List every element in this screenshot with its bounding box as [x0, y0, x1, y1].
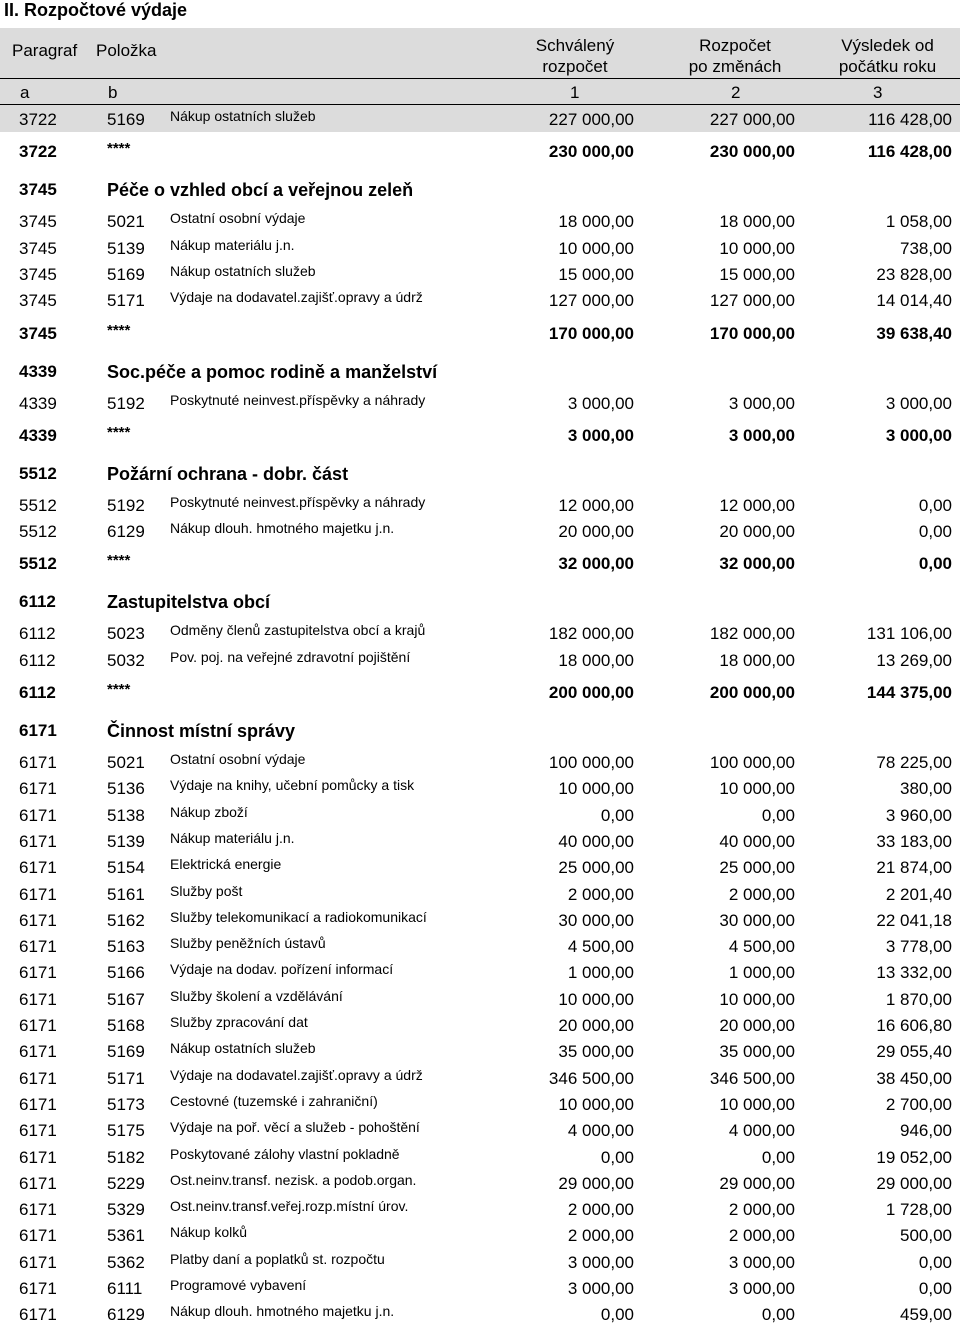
po-zmenach-cell: 3 000,00: [728, 425, 795, 445]
polozka-cell: 5021: [107, 212, 145, 232]
vysledek-cell: 13 269,00: [876, 650, 952, 670]
description-cell: Výdaje na knihy, učební pomůcky a tisk: [170, 777, 415, 794]
table-row: [0, 858, 960, 884]
polozka-cell: 5175: [107, 1121, 145, 1141]
po-zmenach-cell: 29 000,00: [719, 1173, 795, 1193]
paragraf-cell: 6171: [19, 937, 57, 957]
po-zmenach-cell: 182 000,00: [709, 624, 795, 644]
po-zmenach-cell: 18 000,00: [719, 212, 795, 232]
schvaleny-cell: 20 000,00: [558, 1016, 634, 1035]
polozka-cell: 5169: [107, 264, 145, 284]
polozka-cell: 5136: [107, 779, 145, 799]
table-row: [0, 803, 960, 832]
paragraf-cell: 6171: [19, 1173, 57, 1193]
po-zmenach-cell: 2 000,00: [728, 1226, 795, 1246]
table-row: [0, 1200, 960, 1226]
po-zmenach-cell: 1 000,00: [728, 963, 795, 983]
schvaleny-cell: 12 000,00: [558, 495, 634, 515]
paragraf-cell: 3722: [19, 142, 57, 162]
polozka-cell: 5162: [107, 910, 145, 930]
vysledek-cell: 116 428,00: [868, 110, 952, 129]
paragraf-cell: 6112: [19, 592, 56, 612]
polozka-cell: ****: [107, 140, 131, 158]
vysledek-cell: 33 183,00: [876, 831, 952, 851]
description-cell: Nákup ostatních služeb: [170, 1040, 316, 1057]
vysledek-cell: 78 225,00: [876, 753, 952, 772]
paragraf-cell: 6171: [19, 1305, 57, 1325]
vysledek-cell: 3 000,00: [885, 393, 952, 413]
header-sub-a: a: [20, 83, 30, 102]
paragraf-cell: 6171: [19, 910, 57, 930]
paragraf-cell: 4339: [19, 425, 57, 445]
header-sub-3: 3: [873, 83, 883, 102]
polozka-cell: 5362: [107, 1252, 145, 1272]
table-row: [0, 624, 960, 650]
schvaleny-cell: 346 500,00: [548, 1068, 634, 1088]
paragraf-cell: 3745: [19, 291, 57, 311]
header-sub-1: 1: [570, 83, 580, 102]
vysledek-cell: 38 450,00: [876, 1068, 952, 1088]
description-cell: Ostatní osobní výdaje: [170, 751, 306, 767]
vysledek-cell: 3 000,00: [885, 425, 952, 445]
po-zmenach-cell: 4 000,00: [728, 1121, 795, 1141]
table-row: [0, 1279, 960, 1305]
header-polozka: Položka: [96, 41, 157, 60]
schvaleny-cell: 227 000,00: [548, 110, 634, 129]
header-schvaleny-line1: Schválený: [535, 36, 615, 55]
vysledek-cell: 1 870,00: [885, 989, 952, 1009]
vysledek-cell: 22 041,18: [876, 910, 952, 930]
section-row: [0, 180, 960, 206]
po-zmenach-cell: 10 000,00: [719, 1094, 795, 1114]
header-rozpocet-po-zmenach: [660, 35, 810, 77]
po-zmenach-cell: 2 000,00: [728, 1200, 795, 1220]
po-zmenach-cell: 0,00: [761, 1147, 795, 1167]
schvaleny-cell: 10 000,00: [558, 989, 634, 1009]
paragraf-cell: 4339: [19, 361, 57, 381]
header-vysledek-line1: Výsledek od: [841, 36, 934, 55]
schvaleny-cell: 1 000,00: [567, 963, 634, 983]
po-zmenach-cell: 35 000,00: [719, 1042, 795, 1062]
po-zmenach-cell: 200 000,00: [709, 683, 795, 702]
paragraf-cell: 6171: [19, 1252, 57, 1272]
polozka-cell: 5032: [107, 650, 145, 670]
header-sub-2: 2: [731, 83, 741, 102]
header-po-zmenach-line1: Rozpočet: [699, 36, 771, 55]
vysledek-cell: 0,00: [918, 1279, 952, 1298]
table-row: [0, 829, 960, 858]
polozka-cell: 5329: [107, 1200, 145, 1220]
schvaleny-cell: 25 000,00: [558, 858, 634, 878]
description-cell: Nákup dlouh. hmotného majetku j.n.: [170, 520, 395, 537]
vysledek-cell: 1 058,00: [885, 212, 952, 232]
header-paragraf: Paragraf: [12, 41, 78, 60]
schvaleny-cell: 30 000,00: [558, 910, 634, 930]
paragraf-cell: 6171: [19, 1094, 57, 1114]
polozka-cell: ****: [107, 321, 131, 339]
polozka-cell: 6129: [107, 522, 145, 542]
vysledek-cell: 0,00: [918, 495, 952, 515]
vysledek-cell: 13 332,00: [876, 963, 952, 983]
schvaleny-cell: 4 000,00: [567, 1121, 634, 1141]
description-cell: Výdaje na poř. věcí a služeb - pohoštění: [170, 1119, 420, 1136]
table-row: [0, 908, 960, 937]
paragraf-cell: 6112: [19, 650, 56, 670]
schvaleny-cell: 182 000,00: [548, 624, 634, 644]
schvaleny-cell: 40 000,00: [558, 831, 634, 851]
polozka-cell: 5021: [107, 753, 145, 772]
description-cell: Služby pošt: [170, 882, 243, 899]
total-row: [0, 142, 960, 168]
description-cell: Výdaje na dodavatel.zajišť.opravy a údrž: [170, 289, 423, 306]
po-zmenach-cell: 3 000,00: [728, 393, 795, 413]
schvaleny-cell: 2 000,00: [567, 1200, 634, 1220]
schvaleny-cell: 0,00: [600, 805, 634, 825]
schvaleny-cell: 35 000,00: [558, 1042, 634, 1062]
header-schvaleny-rozpocet: [500, 35, 650, 77]
paragraf-cell: 5512: [19, 554, 57, 574]
paragraf-cell: 6171: [19, 1042, 57, 1062]
polozka-cell: 5161: [107, 884, 145, 904]
description-cell: Ostatní osobní výdaje: [170, 210, 306, 227]
po-zmenach-cell: 18 000,00: [719, 650, 795, 670]
schvaleny-cell: 18 000,00: [558, 650, 634, 670]
vysledek-cell: 23 828,00: [876, 264, 952, 284]
po-zmenach-cell: 4 500,00: [728, 937, 795, 957]
polozka-cell: 5154: [107, 858, 145, 878]
schvaleny-cell: 3 000,00: [567, 1279, 634, 1298]
paragraf-cell: 6171: [19, 989, 57, 1009]
description-cell: Cestovné (tuzemské i zahraniční): [170, 1092, 378, 1109]
polozka-cell: 5139: [107, 831, 145, 851]
description-cell: Programové vybavení: [170, 1277, 307, 1293]
schvaleny-cell: 0,00: [600, 1305, 634, 1325]
polozka-cell: 5361: [107, 1226, 145, 1246]
po-zmenach-cell: 32 000,00: [719, 554, 795, 574]
polozka-cell: 5169: [107, 110, 145, 129]
vysledek-cell: 738,00: [900, 238, 952, 258]
paragraf-cell: 3745: [19, 323, 57, 343]
section-title: Požární ochrana - dobr. část: [107, 463, 349, 484]
description-cell: Nákup ostatních služeb: [170, 108, 316, 124]
vysledek-cell: 29 000,00: [876, 1173, 952, 1193]
po-zmenach-cell: 12 000,00: [719, 495, 795, 515]
po-zmenach-cell: 10 000,00: [719, 989, 795, 1009]
paragraf-cell: 6112: [19, 624, 56, 644]
vysledek-cell: 144 375,00: [866, 683, 952, 702]
section-title: Péče o vzhled obcí a veřejnou zeleň: [107, 180, 414, 201]
schvaleny-cell: 2 000,00: [567, 1226, 634, 1246]
table-row: [0, 1250, 960, 1279]
vysledek-cell: 380,00: [900, 779, 952, 799]
schvaleny-cell: 18 000,00: [558, 212, 634, 232]
description-cell: Nákup kolků: [170, 1224, 248, 1241]
table-row: [0, 1016, 960, 1042]
schvaleny-cell: 32 000,00: [558, 554, 634, 574]
description-cell: Pov. poj. na veřejné zdravotní pojištění: [170, 648, 411, 665]
paragraf-cell: 6171: [19, 831, 57, 851]
table-row: [0, 1042, 960, 1068]
paragraf-cell: 6171: [19, 1016, 57, 1035]
section-title: Soc.péče a pomoc rodině a manželství: [107, 361, 438, 382]
table-row: [0, 236, 960, 265]
schvaleny-cell: 20 000,00: [558, 522, 634, 542]
paragraf-cell: 6171: [19, 1226, 57, 1246]
description-cell: Nákup dlouh. hmotného majetku j.n.: [170, 1303, 395, 1320]
description-cell: Poskytnuté neinvest.příspěvky a náhrady: [170, 391, 426, 408]
total-row: [0, 321, 960, 350]
schvaleny-cell: 29 000,00: [558, 1173, 634, 1193]
paragraf-cell: 6171: [19, 1200, 57, 1220]
vysledek-cell: 3 778,00: [885, 937, 952, 957]
total-row: [0, 423, 960, 452]
description-cell: Nákup materiálu j.n.: [170, 829, 295, 846]
section-title: Činnost místní správy: [107, 721, 296, 741]
vysledek-cell: 0,00: [918, 554, 952, 574]
po-zmenach-cell: 0,00: [761, 805, 795, 825]
table-row: [0, 1226, 960, 1252]
vysledek-cell: 16 606,80: [876, 1016, 952, 1035]
table-row: [0, 963, 960, 989]
schvaleny-cell: 10 000,00: [558, 1094, 634, 1114]
polozka-cell: ****: [107, 423, 131, 441]
schvaleny-cell: 10 000,00: [558, 779, 634, 799]
paragraf-cell: 6171: [19, 753, 57, 772]
paragraf-cell: 5512: [19, 522, 57, 542]
description-cell: Služby zpracování dat: [170, 1014, 308, 1030]
table-row: [0, 937, 960, 963]
po-zmenach-cell: 10 000,00: [719, 779, 795, 799]
polozka-cell: 6129: [107, 1305, 145, 1325]
schvaleny-cell: 3 000,00: [567, 425, 634, 445]
table-row: [0, 262, 960, 291]
table-row: [0, 987, 960, 1016]
po-zmenach-cell: 30 000,00: [719, 910, 795, 930]
paragraf-cell: 3745: [19, 180, 57, 200]
description-cell: Výdaje na dodav. pořízení informací: [170, 961, 394, 978]
po-zmenach-cell: 3 000,00: [728, 1279, 795, 1298]
polozka-cell: 5229: [107, 1173, 145, 1193]
po-zmenach-cell: 100 000,00: [709, 753, 795, 772]
description-cell: Nákup zboží: [170, 803, 248, 820]
table-row: [0, 1066, 960, 1095]
table-row: [0, 882, 960, 911]
header-divider: [0, 78, 960, 79]
page-title: II. Rozpočtové výdaje: [4, 0, 188, 20]
polozka-cell: 5166: [107, 963, 145, 983]
polozka-cell: 5168: [107, 1016, 145, 1035]
po-zmenach-cell: 10 000,00: [719, 238, 795, 258]
paragraf-cell: 5512: [19, 495, 57, 515]
table-row: [0, 1145, 960, 1174]
schvaleny-cell: 3 000,00: [567, 1252, 634, 1272]
polozka-cell: 6111: [107, 1279, 143, 1298]
po-zmenach-cell: 15 000,00: [719, 264, 795, 284]
paragraf-cell: 6171: [19, 963, 57, 983]
description-cell: Platby daní a poplatků st. rozpočtu: [170, 1250, 385, 1267]
header-bottom-divider: [0, 104, 960, 105]
paragraf-cell: 3745: [19, 212, 57, 232]
paragraf-cell: 3722: [19, 110, 57, 129]
vysledek-cell: 29 055,40: [876, 1042, 952, 1062]
polozka-cell: 5192: [107, 393, 145, 413]
schvaleny-cell: 170 000,00: [548, 323, 634, 343]
vysledek-cell: 19 052,00: [876, 1147, 952, 1167]
table-row: [0, 522, 960, 548]
table-row: [0, 291, 960, 317]
paragraf-cell: 6112: [19, 683, 56, 702]
vysledek-cell: 3 960,00: [885, 805, 952, 825]
description-cell: Nákup materiálu j.n.: [170, 236, 295, 253]
description-cell: Služby školení a vzdělávání: [170, 987, 343, 1004]
paragraf-cell: 6171: [19, 1121, 57, 1141]
schvaleny-cell: 100 000,00: [548, 753, 634, 772]
paragraf-cell: 6171: [19, 721, 57, 740]
table-row: [0, 1092, 960, 1121]
schvaleny-cell: 0,00: [600, 1147, 634, 1167]
section-row: [0, 362, 960, 388]
vysledek-cell: 946,00: [900, 1121, 952, 1141]
description-cell: Odměny členů zastupitelstva obcí a krajů: [170, 622, 426, 639]
table-row: [0, 753, 960, 779]
schvaleny-cell: 4 500,00: [567, 937, 634, 957]
paragraf-cell: 3745: [19, 264, 57, 284]
section-row: [0, 721, 960, 747]
polozka-cell: 5182: [107, 1147, 145, 1167]
polozka-cell: 5171: [107, 1068, 145, 1088]
po-zmenach-cell: 0,00: [761, 1305, 795, 1325]
total-row: [0, 554, 960, 580]
description-cell: Ost.neinv.transf. nezisk. a podob.organ.: [170, 1171, 417, 1188]
description-cell: Poskytované zálohy vlastní pokladně: [170, 1145, 400, 1162]
paragraf-cell: 6171: [19, 805, 57, 825]
vysledek-cell: 2 201,40: [885, 884, 952, 904]
paragraf-cell: 6171: [19, 1068, 57, 1088]
po-zmenach-cell: 25 000,00: [719, 858, 795, 878]
table-row: [0, 1171, 960, 1200]
polozka-cell: 5139: [107, 238, 145, 258]
total-row: [0, 683, 960, 709]
vysledek-cell: 500,00: [900, 1226, 952, 1246]
vysledek-cell: 1 728,00: [885, 1200, 952, 1220]
table-row: [0, 1305, 960, 1331]
po-zmenach-cell: 170 000,00: [709, 323, 795, 343]
section-row: [0, 592, 960, 618]
polozka-cell: 5167: [107, 989, 145, 1009]
vysledek-cell: 131 106,00: [866, 624, 952, 644]
polozka-cell: 5171: [107, 291, 145, 311]
polozka-cell: ****: [107, 552, 131, 570]
schvaleny-cell: 10 000,00: [558, 238, 634, 258]
po-zmenach-cell: 127 000,00: [709, 291, 795, 311]
paragraf-cell: 6171: [19, 779, 57, 799]
schvaleny-cell: 2 000,00: [567, 884, 634, 904]
vysledek-cell: 0,00: [918, 522, 952, 542]
paragraf-cell: 6171: [19, 858, 57, 878]
po-zmenach-cell: 3 000,00: [728, 1252, 795, 1272]
polozka-cell: ****: [107, 681, 131, 698]
vysledek-cell: 2 700,00: [885, 1094, 952, 1114]
table-row: [0, 493, 960, 522]
header-po-zmenach-line2: po změnách: [688, 57, 782, 76]
table-row: [0, 391, 960, 420]
po-zmenach-cell: 40 000,00: [719, 831, 795, 851]
schvaleny-cell: 230 000,00: [548, 142, 634, 162]
vysledek-cell: 459,00: [900, 1305, 952, 1325]
table-row: [0, 110, 960, 136]
schvaleny-cell: 15 000,00: [558, 264, 634, 284]
po-zmenach-cell: 230 000,00: [709, 142, 795, 162]
table-row: [0, 1121, 960, 1147]
table-row: [0, 212, 960, 238]
table-row: [0, 648, 960, 677]
paragraf-cell: 6171: [19, 884, 57, 904]
paragraf-cell: 6171: [19, 1279, 57, 1298]
po-zmenach-cell: 20 000,00: [719, 1016, 795, 1035]
vysledek-cell: 116 428,00: [867, 142, 952, 162]
polozka-cell: 5163: [107, 937, 145, 957]
description-cell: Poskytnuté neinvest.příspěvky a náhrady: [170, 493, 426, 510]
vysledek-cell: 39 638,40: [876, 323, 952, 343]
header-sub-b: b: [108, 83, 118, 102]
schvaleny-cell: 127 000,00: [548, 291, 634, 311]
polozka-cell: 5173: [107, 1094, 145, 1114]
paragraf-cell: 4339: [19, 393, 57, 413]
polozka-cell: 5023: [107, 624, 145, 644]
polozka-cell: 5169: [107, 1042, 145, 1062]
po-zmenach-cell: 227 000,00: [709, 110, 795, 129]
vysledek-cell: 0,00: [918, 1252, 952, 1272]
description-cell: Nákup ostatních služeb: [170, 262, 316, 279]
section-title: Zastupitelstva obcí: [107, 592, 271, 613]
header-vysledek-line2: počátku roku: [838, 57, 937, 76]
table-row: [0, 779, 960, 805]
description-cell: Výdaje na dodavatel.zajišť.opravy a údrž: [170, 1066, 423, 1083]
description-cell: Služby peněžních ústavů: [170, 935, 326, 952]
schvaleny-cell: 3 000,00: [567, 393, 634, 413]
schvaleny-cell: 200 000,00: [548, 683, 634, 702]
paragraf-cell: 5512: [19, 463, 57, 483]
vysledek-cell: 14 014,40: [876, 291, 952, 311]
polozka-cell: 5192: [107, 495, 145, 515]
description-cell: Služby telekomunikací a radiokomunikací: [170, 908, 427, 925]
header-vysledek: [815, 35, 960, 77]
po-zmenach-cell: 346 500,00: [709, 1068, 795, 1088]
po-zmenach-cell: 2 000,00: [728, 884, 795, 904]
polozka-cell: 5138: [107, 805, 145, 825]
description-cell: Elektrická energie: [170, 856, 282, 873]
description-cell: Ost.neinv.transf.veřej.rozp.místní úrov.: [170, 1198, 409, 1215]
header-schvaleny-line2: rozpočet: [542, 57, 608, 76]
paragraf-cell: 6171: [19, 1147, 57, 1167]
section-row: [0, 464, 960, 490]
po-zmenach-cell: 20 000,00: [719, 522, 795, 542]
vysledek-cell: 21 874,00: [876, 858, 952, 878]
paragraf-cell: 3745: [19, 238, 57, 258]
